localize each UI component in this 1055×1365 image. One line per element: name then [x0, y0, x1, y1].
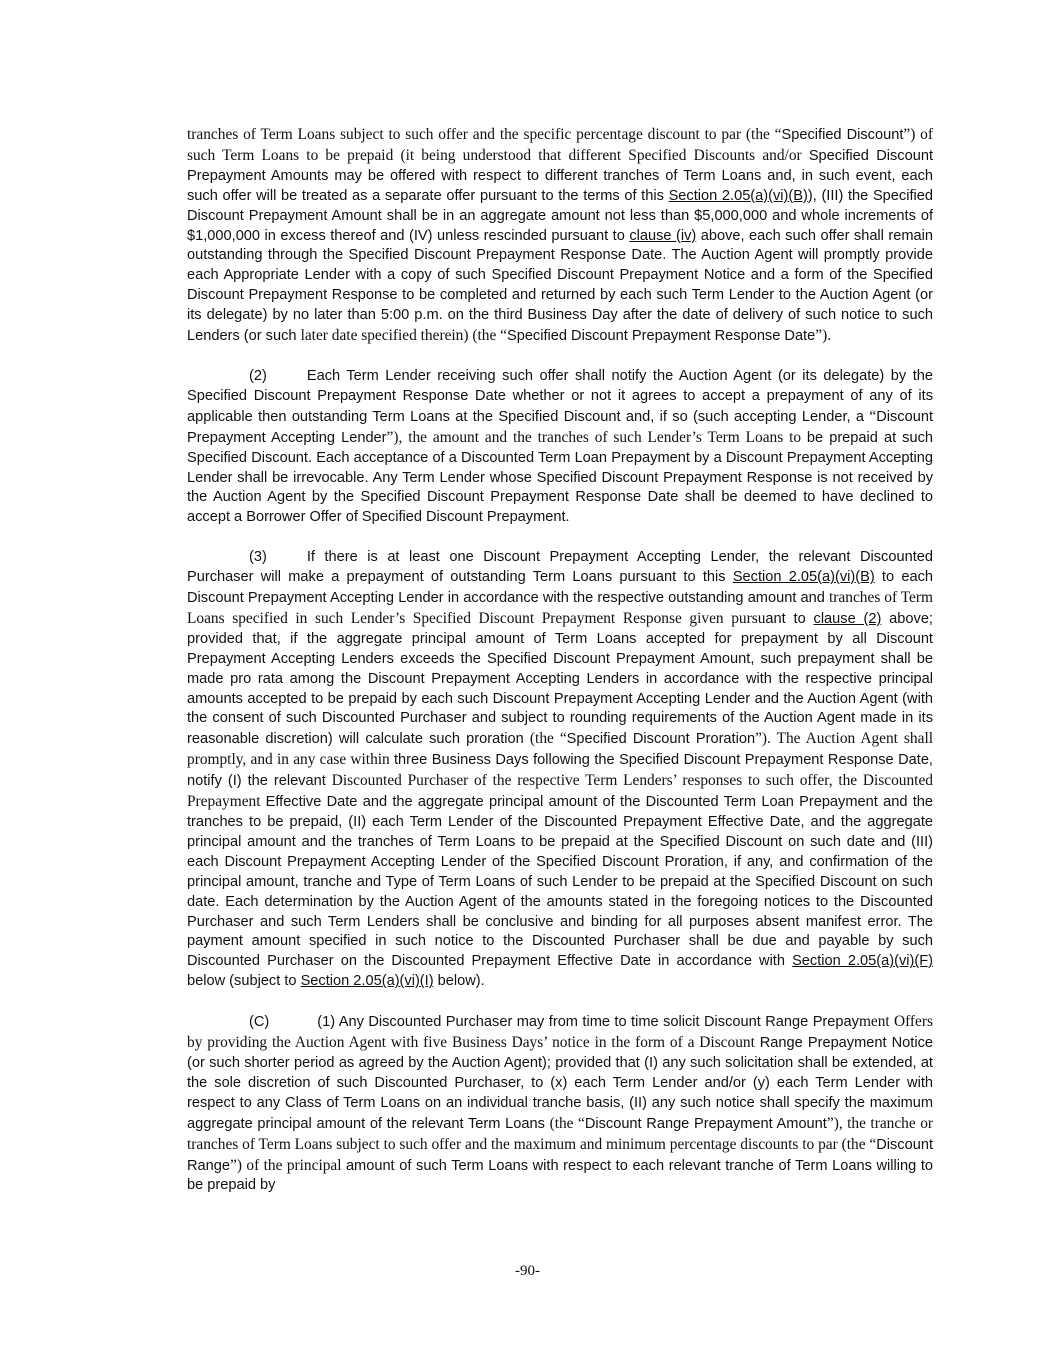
cross-reference-link: Section 2.05(a)(vi)(B)	[732, 569, 875, 586]
text-run: (1) Any Discounted Purchaser may from time to time solicit Discount Range Prepay	[317, 1014, 859, 1031]
text-run: Range Prepayment Notice (or such shorter period as agreed by the Auction Agent); provided that (I) any such solicitation shall be extended, at the sole discretion of such Discounted Purchaser, to (x) each Term Lender and/or (y) each Term Lender with respect to any Class of Term Loans on an individual tranche basis, (II) any such notice shall specify the maximum aggregate principal amount of the relevant Term Loans	[187, 1035, 933, 1132]
text-run: amount of such Term Loans with respect to each relevant tranche of Term Loans willing to be prepaid by	[187, 1157, 934, 1194]
text-run: ”).	[815, 327, 832, 345]
cross-reference-link: Section 2.05(a)(vi)(F)	[792, 953, 933, 970]
text-run: above, each such offer shall remain outstanding through the Specified Discount Prepayment Response Date. The Auction Agent will promptly provide each Appropriate Lender with a copy of such Specified Discount Prepayment Notice and a form of the Specified Discount Prepayment Response to be completed and returned by each such Term Lender to the Auction Agent (or its delegate) by no later than 5:00 p.m. on the third Business Day after the date of delivery of such notice to such Lenders (or such	[187, 227, 934, 345]
text-run: “	[869, 407, 877, 425]
paragraph-label: (3)	[249, 549, 267, 566]
text-run: Each Term Lender receiving such offer shall notify the Auction Agent (or its delegate) by the Specified Discount Prepayment Response Date whether or not it agrees to accept a prepayment of any of its applicable then outstanding Term Loans at the Specified Discount and, if so (such accepting Lender, a	[187, 367, 933, 425]
text-run: ”) of such Term Loans to be prepaid (it being understood that different Specified Discounts and/or	[187, 126, 933, 164]
cross-reference-link: clause (2)	[813, 610, 882, 627]
text-run: (the “	[549, 1114, 585, 1132]
text-run: (the “	[529, 730, 567, 748]
text-run: tranches of Term Loans subject to such offer and the specific percentage discount to par (the “	[187, 126, 782, 143]
text-run: Specified Discount Prepayment Amounts may be offered with respect to different tranches of Term Loans and, in such event, each such offer will be treated as a separate offer pursuant to the terms of this	[187, 147, 933, 204]
text-run: If there is at least one Discount Prepayment Accepting Lender, the relevant Discounted Purchaser will make a prepayment of outstanding Term Loans pursuant to this	[187, 549, 933, 586]
text-run: later date specified therein) (the “	[300, 327, 507, 345]
text-run: tranches of Term Loans specified in such Lender’s Specified Discount Prepayment Response given pursu	[187, 589, 933, 627]
text-run: ment Offers by providing the Auction Agent with five Business Days’ notice in the form of a Discount	[187, 1013, 933, 1052]
text-run: above; provided that, if the aggregate principal amount of Term Loans accepted for prepayment by all Discount Prepayment Accepting Lenders exceeds the Specified Discount Prepayment Amount, such prepayment shall be made pro rata among the Discount Prepayment Accepting Lenders in accordance with the respective principal amounts accepted to be prepaid by each such Discount Prepayment Accepting Lender and the Auction Agent (with the consent of such Discounted Purchaser and subject to rounding requirements of the Auction Agent made in its reasonable discretion) will calculate such proration	[187, 610, 933, 748]
text-run: ”), the amount and the tranches of such Lender’s Term Loans to	[386, 428, 807, 446]
paragraph-c	[187, 1012, 933, 1196]
text-run: Discount Range Prepayment Amount	[584, 1115, 827, 1132]
text-run: ”) of the principal	[230, 1156, 346, 1174]
text-run: Specified Discount Prepayment Response Date	[506, 328, 816, 345]
paragraph-label: (2)	[249, 367, 267, 384]
paragraph	[187, 125, 933, 347]
text-run: be prepaid at such Specified Discount. Each acceptance of a Discounted Term Loan Prepayment by a Discount Prepayment Accepting Lender shall be irrevocable. Any Term Lender whose Specified Discount Prepayment Response is not received by the Auction Agent by the Specified Discount Prepayment Response Date shall be deemed to have declined to accept a Borrower Offer of Specified Discount Prepayment.	[187, 429, 934, 526]
text-run: to each Discount Prepayment Accepting Lender in accordance with the respective outstanding amount and	[187, 569, 933, 607]
text-run: ant to	[765, 610, 814, 627]
text-run: ”), the tranche or tranches of Term Loans subject to such offer and the maximum and minimum percentage discounts to par (the “	[187, 1114, 934, 1153]
cross-reference-link: clause (iv)	[629, 227, 697, 244]
cross-reference-link: Section 2.05(a)(vi)(I)	[300, 973, 434, 990]
text-run: three Business Days following the Specified Discount Prepayment Response Date, notify (I) the relevant	[187, 752, 933, 790]
text-run: Discounted Purchaser of the respective Term Lenders’ responses to such offer, the Discounted Prepayment	[187, 772, 933, 811]
text-run: below (subject to	[187, 973, 301, 990]
text-run: Specified Discount	[781, 127, 904, 143]
text-run: Effective Date and the aggregate principal amount of the Discounted Term Loan Prepayment and the tranches to be prepaid, (II) each Term Lender of the Discounted Prepayment Effective Date, and the aggregate principal amount and the tranches of Term Loans to be prepaid at the Specified Discount on such date and (III) each Discount Prepayment Accepting Lender of the Specified Discount Proration, if any, and confirmation of the principal amount, tranche and Type of Term Loans of such Lender to be prepaid at the Specified Discount on such date. Each determination by the Auction Agent of the amounts stated in the foregoing notices to the Discounted Purchaser and such Term Lenders shall be conclusive and binding for all purposes absent manifest error. The payment amount specified in such notice to the Discounted Purchaser shall be due and payable by such Discounted Purchaser on the Discounted Prepayment Effective Date in accordance with	[187, 794, 934, 970]
paragraph-3	[187, 548, 933, 992]
text-run: ”). The Auction Agent shall promptly, and in any case within	[187, 730, 934, 769]
text-run: ), (III) the Specified Discount Prepayment Amount shall be in an aggregate amount not less than $5,000,000 and whole increments of $1,000,000 in excess thereof and (IV) unless rescinded pursuant to	[187, 187, 933, 244]
cross-reference-link: Section 2.05(a)(vi)(B)	[668, 187, 808, 204]
page-body	[187, 125, 933, 1216]
text-run: Discount Range	[187, 1136, 933, 1174]
text-run: below).	[433, 973, 485, 990]
paragraph-label: (C)	[249, 1014, 270, 1031]
text-run: Discount Prepayment Accepting Lender	[187, 408, 933, 446]
text-run: Specified Discount Proration	[566, 731, 756, 748]
page-number: -90-	[515, 1263, 540, 1279]
paragraph-2	[187, 367, 933, 528]
